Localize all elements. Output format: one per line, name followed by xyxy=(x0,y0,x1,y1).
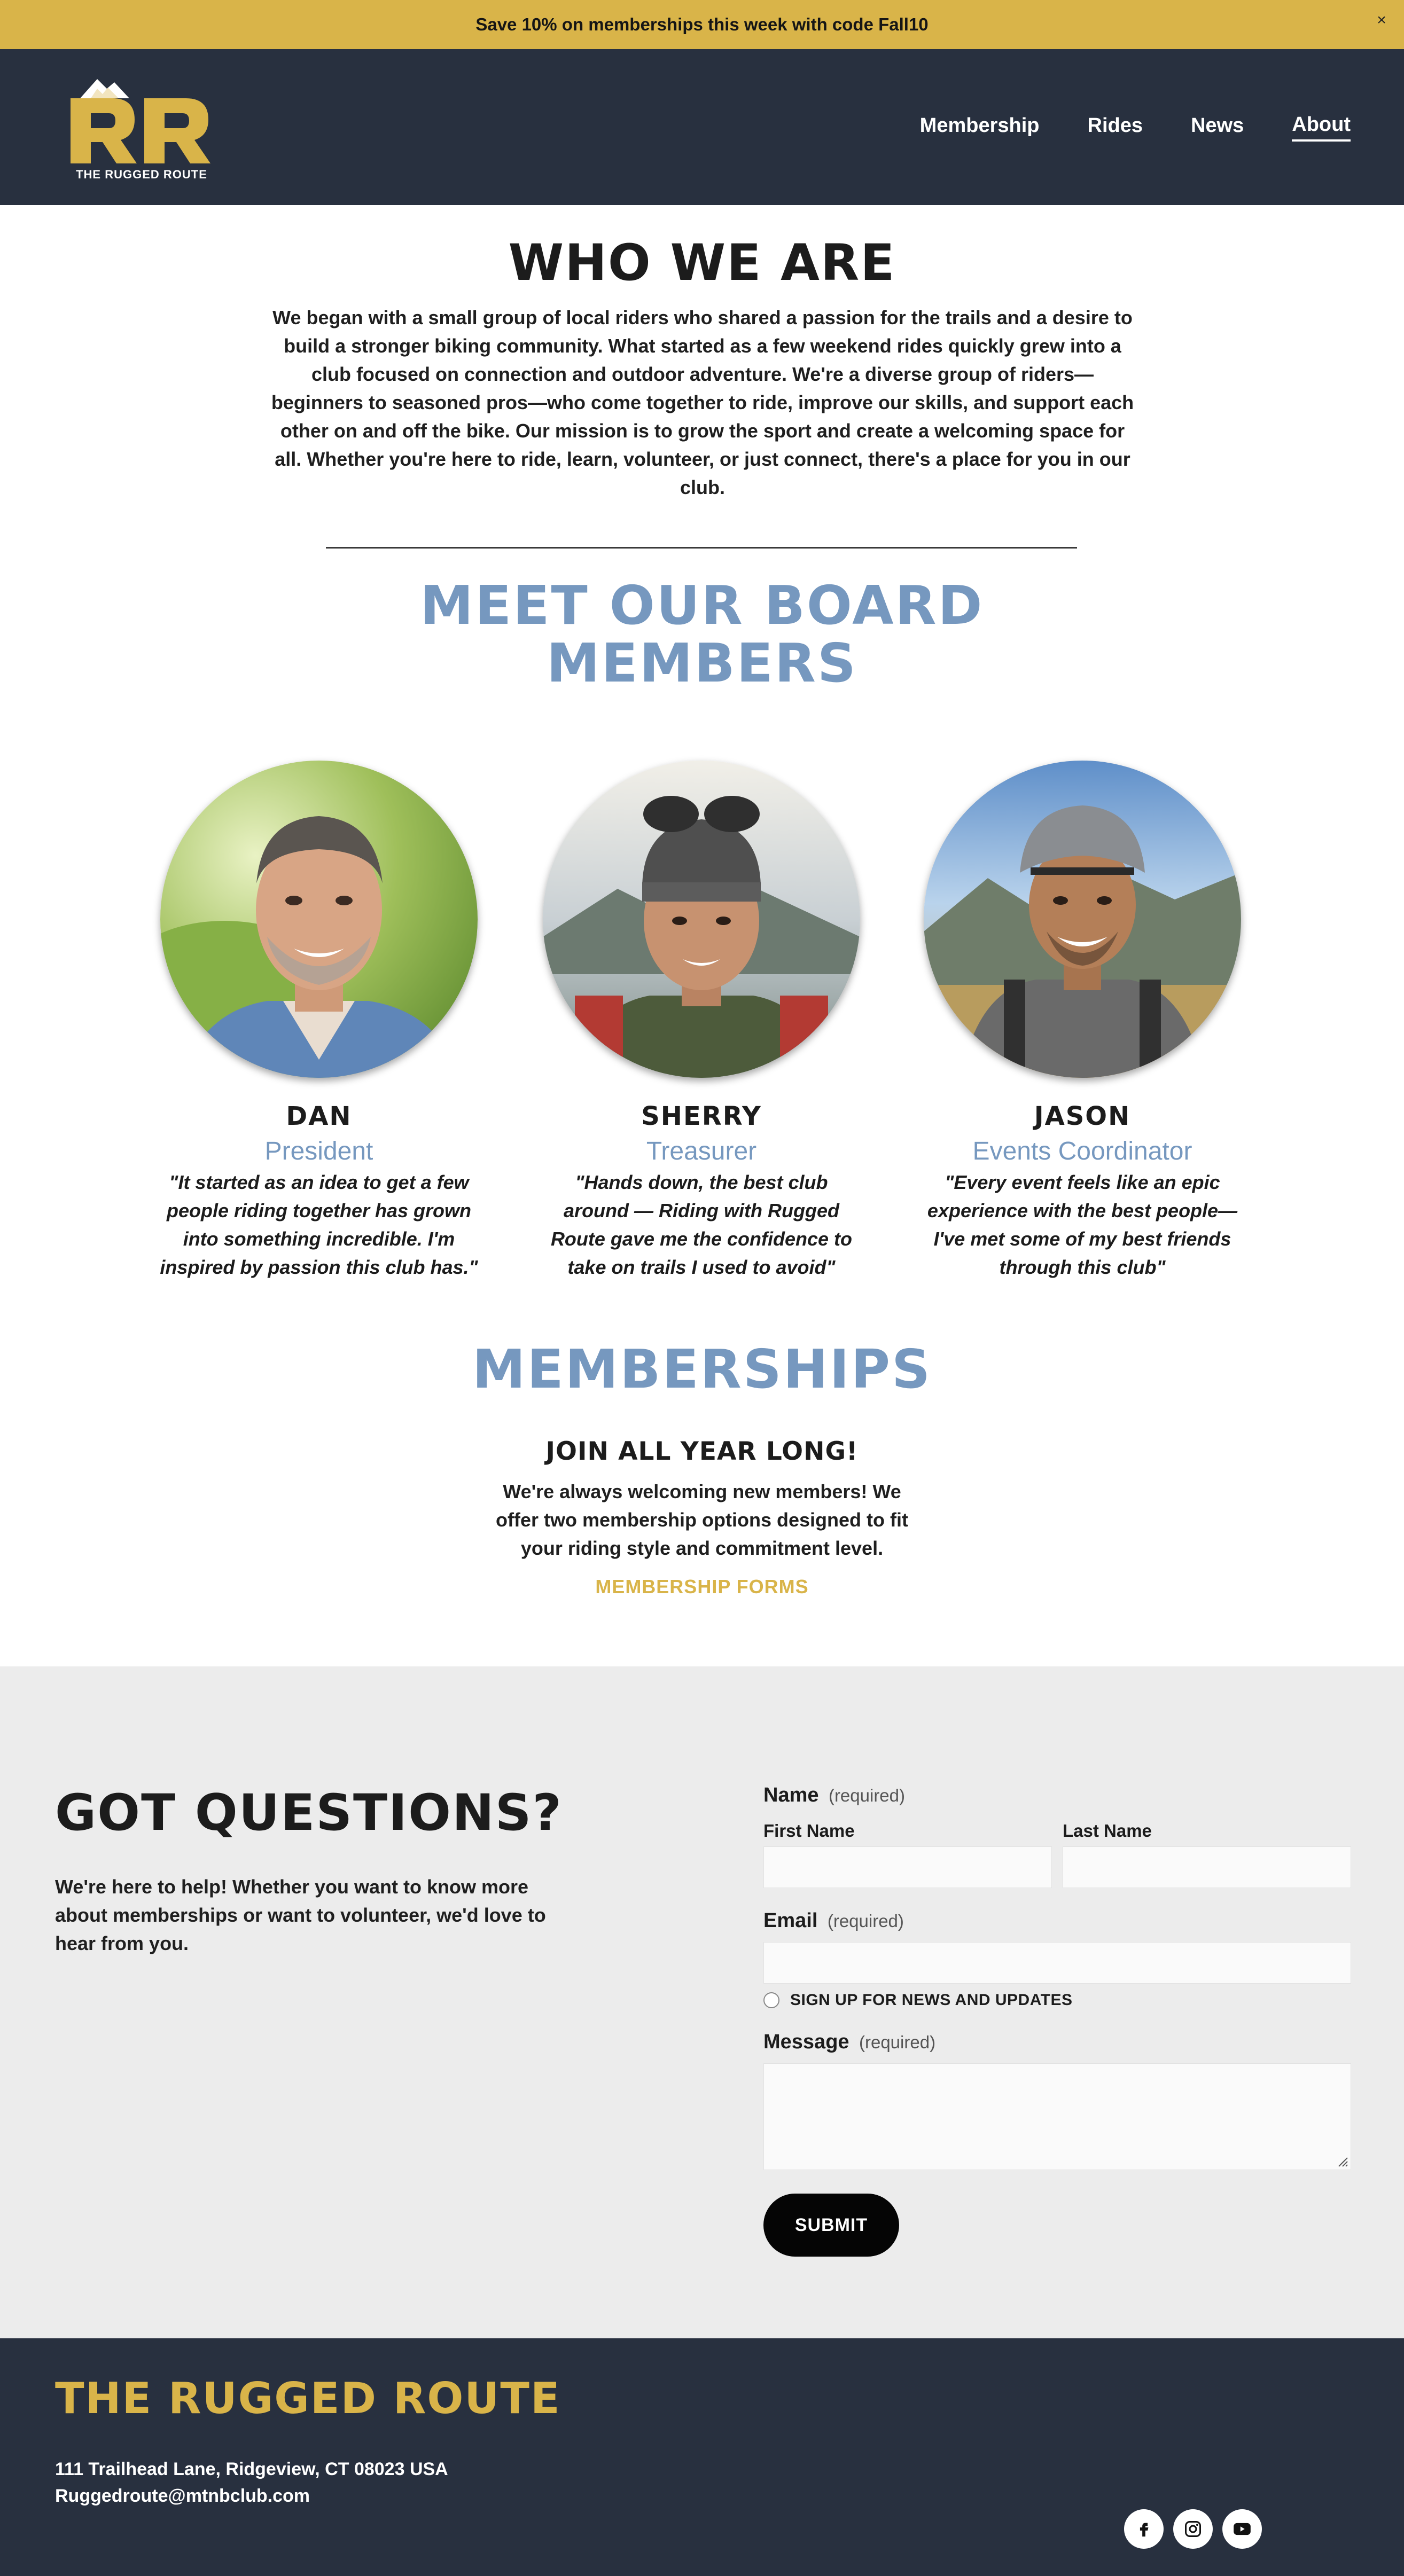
member-quote: "Hands down, the best club around — Riding with Rugged Route gave me the confidence to take on trails I used to avoid" xyxy=(550,1171,853,1278)
memberships-title: MEMBERSHIPS xyxy=(472,1338,932,1400)
who-we-are-title: WHO WE ARE xyxy=(508,234,896,292)
submit-button[interactable]: SUBMIT xyxy=(763,2194,899,2257)
membership-forms-link[interactable]: MEMBERSHIP FORMS xyxy=(595,1576,809,1598)
message-label: Message xyxy=(763,2031,849,2053)
member-name: SHERRY xyxy=(641,1101,762,1131)
member-role: Events Coordinator xyxy=(972,1137,1192,1165)
contact-form xyxy=(763,1784,1351,2257)
resize-grip-icon[interactable] xyxy=(1337,2156,1348,2167)
nav-rides[interactable]: Rides xyxy=(1087,114,1143,137)
newsletter-option[interactable] xyxy=(763,1991,1351,2009)
required-note: (required) xyxy=(828,1786,906,1805)
newsletter-checkbox[interactable] xyxy=(763,1992,779,2008)
site-header xyxy=(0,49,1404,205)
nav-news[interactable]: News xyxy=(1190,114,1244,137)
contact-section xyxy=(0,1666,1404,2338)
footer-email[interactable]: Ruggedroute@mtnbclub.com xyxy=(55,2486,310,2506)
member-role: President xyxy=(264,1137,373,1165)
member-photo-jason xyxy=(924,761,1241,1078)
site-logo[interactable] xyxy=(69,77,214,184)
logo-mark-icon xyxy=(69,77,214,168)
footer-address: 111 Trailhead Lane, Ridgeview, CT 08023 USA xyxy=(55,2459,448,2479)
member-photo-sherry xyxy=(543,761,860,1078)
facebook-icon[interactable] xyxy=(1124,2509,1164,2549)
member-photo-dan xyxy=(160,761,478,1078)
message-field[interactable] xyxy=(763,2063,1351,2170)
board-title xyxy=(0,574,1404,694)
name-label: Name xyxy=(763,1784,819,1806)
first-name-label: First Name xyxy=(763,1821,855,1841)
instagram-icon[interactable] xyxy=(1173,2509,1213,2549)
member-quote: "It started as an idea to get a few people riding together has grown into something incredible. I'm inspired by passion this club has." xyxy=(160,1171,478,1278)
section-divider xyxy=(326,547,1077,549)
required-note: (required) xyxy=(859,2032,936,2052)
logo-tagline: THE RUGGED ROUTE xyxy=(76,168,207,181)
email-label: Email xyxy=(763,1909,818,1932)
close-icon[interactable]: × xyxy=(1377,11,1386,29)
promo-banner-text: Save 10% on memberships this week with code Fall10 xyxy=(475,14,929,34)
board-member-card xyxy=(536,761,867,1281)
member-role: Treasurer xyxy=(646,1137,757,1165)
last-name-field[interactable] xyxy=(1063,1846,1351,1888)
site-footer xyxy=(0,2338,1404,2576)
footer-brand: THE RUGGED ROUTE xyxy=(55,2374,561,2423)
contact-body: We're here to help! Whether you want to know more about memberships or want to volunteer, we'd love to hear from you. xyxy=(55,1876,546,1954)
board-title-line2: MEMBERS xyxy=(547,632,857,694)
social-links xyxy=(1124,2509,1262,2549)
member-quote: "Every event feels like an epic experience with the best people—I've met some of my best friends through this club" xyxy=(927,1171,1238,1278)
last-name-label: Last Name xyxy=(1063,1821,1152,1841)
member-name: JASON xyxy=(1034,1101,1131,1131)
board-member-card xyxy=(917,761,1248,1281)
main-nav xyxy=(920,49,1351,205)
nav-membership[interactable]: Membership xyxy=(919,114,1040,137)
nav-about[interactable]: About xyxy=(1292,113,1351,142)
join-title: JOIN ALL YEAR LONG! xyxy=(545,1437,859,1466)
board-title-line1: MEET OUR BOARD xyxy=(420,574,984,637)
newsletter-label: SIGN UP FOR NEWS AND UPDATES xyxy=(790,1991,1073,2009)
promo-banner xyxy=(0,0,1404,49)
member-name: DAN xyxy=(286,1101,352,1131)
board-member-card xyxy=(153,761,485,1281)
who-we-are-body: We began with a small group of local riders who shared a passion for the trails and a desire to build a stronger biking community. What started as a few weekend rides quickly grew into a club focused on connection and outdoor adventure. We're a diverse group of riders—beginners to seasoned pros—who come together to ride, improve our skills, and support each other on and off the bike. Our mission is to grow the sport and create a welcoming space for all. Whether you're here to ride, learn, volunteer, or just connect, there's a place for you in our club. xyxy=(271,307,1134,498)
email-field[interactable] xyxy=(763,1942,1351,1984)
required-note: (required) xyxy=(827,1911,904,1931)
footer-contact-info xyxy=(55,2456,448,2509)
first-name-field[interactable] xyxy=(763,1846,1052,1888)
contact-title: GOT QUESTIONS? xyxy=(55,1784,563,1842)
memberships-body: We're always welcoming new members! We offer two membership options designed to fit your riding style and commitment level. xyxy=(495,1481,908,1559)
youtube-icon[interactable] xyxy=(1222,2509,1262,2549)
